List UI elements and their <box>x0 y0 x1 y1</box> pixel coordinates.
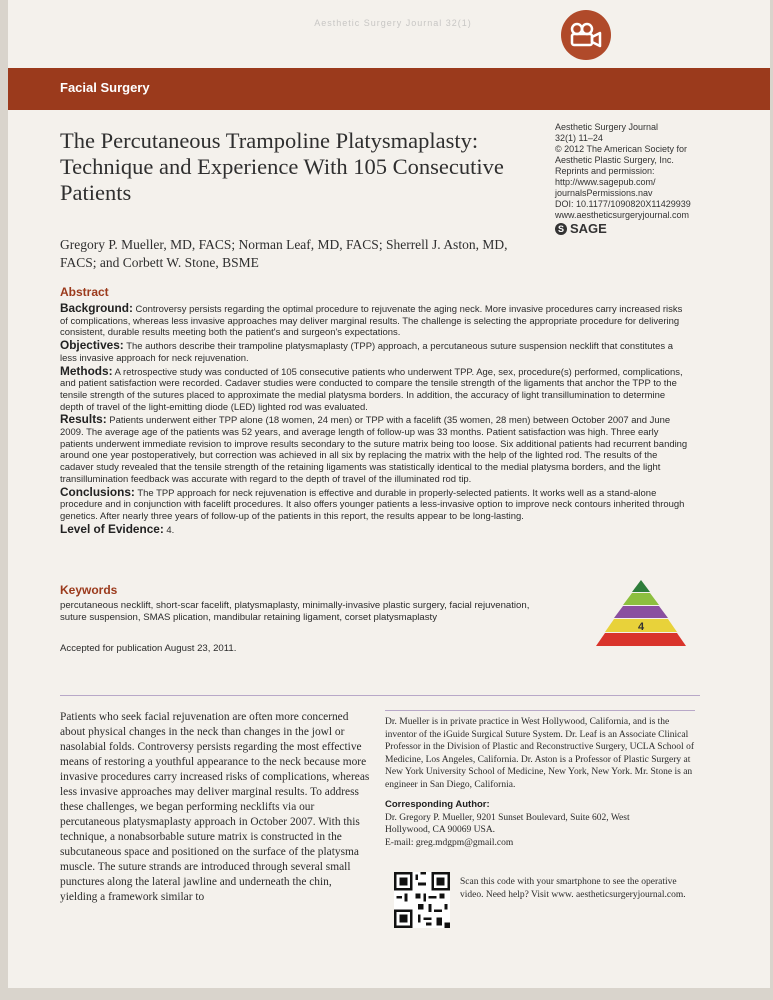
methods-label: Methods: <box>60 363 113 378</box>
corresponding-email[interactable]: E-mail: greg.mdgpm@gmail.com <box>385 837 514 848</box>
conclusions-text: The TPP approach for neck rejuvenation is effective and durable in properly-selected patients. It works well as a stand-alone procedure and in conjunction with facelift procedures. It also offers younger patients a less-invasive option to improve neck contours inherited through genetics. After nearly three years of follow-up of the patients in this report, the results appear to be long-lasting. <box>60 487 685 522</box>
video-camera-icon[interactable] <box>561 10 611 60</box>
abstract-results <box>60 414 690 485</box>
journal-info <box>555 122 755 221</box>
journal-info-line: DOI: 10.1177/1090820X11429939 <box>555 199 691 209</box>
sage-icon: S <box>555 223 567 235</box>
abstract-methods <box>60 363 690 414</box>
journal-info-line: http://www.sagepub.com/ <box>555 177 656 187</box>
evidence-pyramid-icon <box>586 578 696 648</box>
objectives-label: Objectives: <box>60 338 124 353</box>
results-label: Results: <box>60 412 107 427</box>
author-note <box>385 716 695 849</box>
author-affiliations: Dr. Mueller is in private practice in West Hollywood, California, and is the inventor of the iGuide Surgical Suture System. Dr. Leaf is an Associate Clinical Professor in the Division of Plastic and Reconstructive Surgery, UCLA School of Medicine, Los Angeles, California. Dr. Aston is a Professor of Plastic Surgery at New York University School of Medicine, New York, New York. Mr. Stone is an engineer in San Diego, California. <box>385 717 694 790</box>
abstract-body <box>60 303 690 537</box>
author-list: Gregory P. Mueller, MD, FACS; Norman Leaf, MD, FACS; Sherrell J. Aston, MD, FACS; and Corbett W. Stone, BSME <box>60 237 508 270</box>
keywords-text: percutaneous necklift, short-scar facelift, platysmaplasty, minimally-invasive plastic surgery, facial rejuvenation, suture suspension, SMAS plication, mandibular retaining ligament, corset platysmaplasty <box>60 600 530 623</box>
qr-caption: Scan this code with your smartphone to see the operative video. Need help? Visit www. aestheticsurgeryjournal.com. <box>460 877 686 900</box>
pyramid-level-label: 4 <box>637 621 645 633</box>
level-label: Level of Evidence: <box>60 521 164 536</box>
abstract-heading: Abstract <box>60 285 109 299</box>
running-head: Aesthetic Surgery Journal 32(1) <box>314 18 472 28</box>
qr-code[interactable] <box>394 872 450 928</box>
body-text: Patients who seek facial rejuvenation are often more concerned about physical changes in the neck than changes in the jowl or nasolabial folds. Controversy persists regarding the most effective means of restoring a youthful appearance to the neck because more invasive procedures carry increased risks of complications, whereas less invasive approaches may deliver marginal results. To address these challenges, we began performing necklifts via our percutaneous platysmaplasty approach in October 2007. With this technique, a nonabsorbable suture matrix is constructed in the subcutaneous space and positioned on the surface of the platysma muscle. The suture strands are introduced through several small punctures along the lateral jawline and underneath the chin, yielding a framework similar to <box>60 711 370 903</box>
background-text: Controversy persists regarding the optimal procedure to rejuvenate the aging neck. More invasive procedures carry increased risks of complications, whereas less invasive approaches may deliver marginal results. The challenge is selecting the appropriate procedure for delivering consistent, durable results meeting both the patient's and surgeon's expectations. <box>60 304 683 339</box>
corresponding-address-line: Hollywood, CA 90069 USA. <box>385 825 496 835</box>
journal-page <box>8 0 770 988</box>
journal-info-line: Reprints and permission: <box>555 166 655 176</box>
pyramid-level-3 <box>614 606 668 618</box>
objectives-text: The authors describe their trampoline platysmaplasty (TPP) approach, a percutaneous suture suspension necklift that constitutes a less invasive approach for neck rejuvenation. <box>60 341 674 364</box>
article-title: The Percutaneous Trampoline Platysmaplasty: Technique and Experience With 105 Consecutive Patients <box>60 128 504 205</box>
corresponding-address-line: Dr. Gregory P. Mueller, 9201 Sunset Boulevard, Suite 602, West <box>385 812 630 823</box>
abstract-objectives <box>60 340 690 364</box>
journal-info-line: www.aestheticsurgeryjournal.com <box>555 210 690 220</box>
conclusions-label: Conclusions: <box>60 484 135 499</box>
note-divider-line <box>385 710 695 711</box>
journal-info-line: Aesthetic Surgery Journal <box>555 122 659 132</box>
pyramid-level-1 <box>632 580 650 592</box>
journal-info-line: © 2012 The American Society for <box>555 144 688 154</box>
publisher-logo <box>555 221 607 236</box>
level-value: 4. <box>166 524 175 536</box>
section-banner <box>8 68 770 110</box>
keywords-heading: Keywords <box>60 583 118 597</box>
methods-text: A retrospective study was conducted of 105 consecutive patients who underwent TPP. Age, sex, procedure(s) performed, complications, and patient satisfaction were recorded. Cadaver studies were conducted to compare the tensile strength of the ligaments that anchor the TPP to the tensile strength of the sutures placed to approximate the medial platysma borders. In addition, the accuracy of light transillumination to determine depth of travel of the light-emitting diode (LED) lighted rod was evaluated. <box>60 366 683 413</box>
corresponding-heading: Corresponding Author: <box>385 799 490 810</box>
background-label: Background: <box>60 301 133 315</box>
accepted-date: Accepted for publication August 23, 2011. <box>60 643 237 654</box>
section-label: Facial Surgery <box>60 80 150 95</box>
abstract-conclusions <box>60 484 690 523</box>
abstract-level <box>60 521 690 537</box>
journal-info-line: Aesthetic Plastic Surgery, Inc. <box>555 155 674 165</box>
pyramid-level-5 <box>596 633 686 646</box>
pyramid-level-2 <box>623 593 659 605</box>
journal-info-line: 32(1) 11–24 <box>555 133 603 143</box>
journal-info-line: journalsPermissions.nav <box>555 188 653 198</box>
abstract-background <box>60 303 690 339</box>
divider-line <box>60 695 700 696</box>
publisher-name: SAGE <box>570 221 607 236</box>
results-text: Patients underwent either TPP alone (18 women, 24 men) or TPP with a facelift (35 women, 28 men) between October 2007 and June 2009. The average age of the patients was 52 years, and average length of follow-up was 33 months. Patient satisfaction was high. Three early patients underwent immediate revision to improve results secondary to the suture matrix being too loose. Six additional patients had recurrent banding around one year postoperatively, but correction was achieved in all six by replacing the matrix with the help of the lighted rod. The results of the cadaver study revealed that the tensile strength of the retaining ligaments was statistically identical to the medial platysma borders, and the light transillumination feedback was accurate with regard to the depth of travel of the illuminated rod tip. <box>60 415 688 485</box>
